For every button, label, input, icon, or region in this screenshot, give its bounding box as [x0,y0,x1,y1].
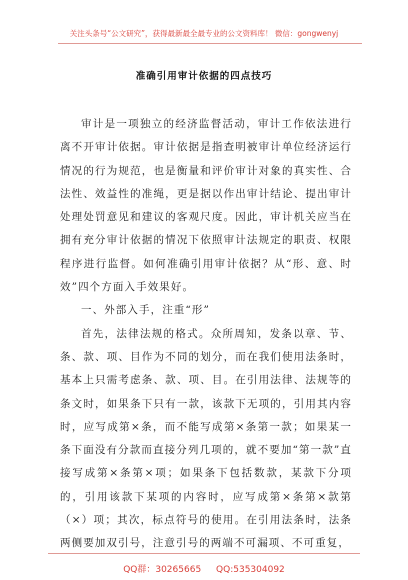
footer-qq: QQ:535304092 [216,565,285,575]
footer-divider [48,553,360,554]
document-body [60,113,352,556]
header-divider [58,43,362,44]
footer-qq-group: QQ群：30265665 [123,565,202,575]
page-footer [0,562,408,575]
header-banner-text: 关注头条号“公文研究”，获得最新最全最专业的公文资料库！ 微信：gongwenyj [69,29,339,38]
section-heading: 一、外部入手，注重“形” [81,304,210,317]
body-paragraph: 首先，法律法规的格式。众所周知，发条以章、节、条、款、项、目作为不同的划分，而在我们使用法条时，基本上只需考虑条、款、项、目。在引用法律、法规等的条文时，如果条下只有一款，该款下无项的，引用其内容时，应写成第×条，而不能写成第×条第一款；如果某一条下面没有分款而直接分列几项的，就不要加“第一款”直接写成第×条第×项；如果条下包括数款，某款下分项的，引用该款下某项的内容时，应写成第×条第×款第（×）项；其次，标点符号的使用。在引用法条时，法条两侧要加双引号，注意引号的两端不可漏项、不可重复， [60,327,352,550]
document-title: 准确引用审计依据的四点技巧 [135,71,273,82]
page-header [0,0,408,46]
intro-paragraph: 审计是一项独立的经济监督活动，审计工作依法进行离不开审计依据。审计依据是指查明被审计单位经济运行情况的行为规范，也是衡量和评价审计对象的真实性、合法性、效益性的准绳，更是据以作出审计结论、提出审计处理处罚意见和建议的客观尺度。因此，审计机关应当在拥有充分审计依据的情况下依照审计法规定的职责、权限程序进行监督。如何准确引用审计依据？从“形、意、时效”四个方面入手效果好。 [60,118,352,294]
